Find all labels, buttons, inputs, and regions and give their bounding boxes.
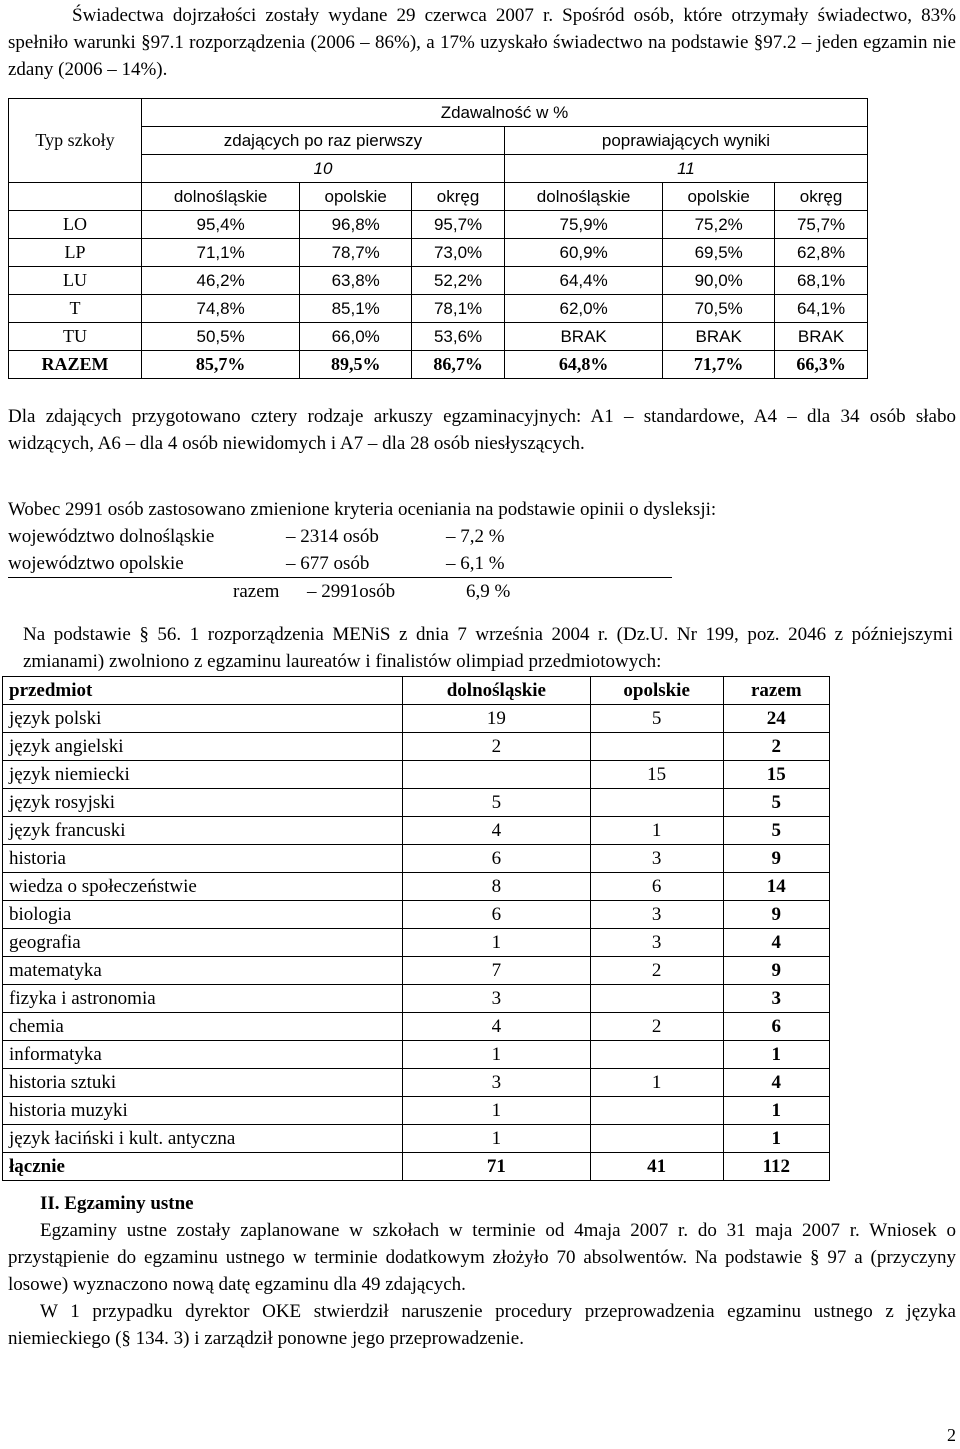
row-label: TU (9, 323, 142, 351)
olympiad-table (2, 676, 830, 1181)
pass-rate-table (8, 98, 868, 379)
dyslexia-percent: – 7,2 % (446, 526, 505, 547)
subject-name: geografia (3, 929, 403, 957)
table-row (3, 705, 830, 733)
table-cell: 1 (590, 817, 723, 845)
table-cell: 66,3% (775, 351, 868, 379)
table-row (9, 295, 868, 323)
table-cell: 2 (590, 1013, 723, 1041)
sheets-paragraph: Dla zdających przygotowano cztery rodzaje arkuszy egzaminacyjnych: A1 – standardowe, A4 – dla 34 osób słabo widzących, A6 – dla 4 osób niewidomych i A7 – dla 28 osób niesłyszących. (8, 406, 956, 454)
table-cell: 78,1% (412, 295, 505, 323)
dyslexia-intro: Wobec 2991 osób zastosowano zmienione kryteria oceniania na podstawie opinii o dysleksji: (8, 499, 717, 520)
subject-name: historia sztuki (3, 1069, 403, 1097)
table-cell: BRAK (663, 323, 775, 351)
dyslexia-count: – 2314 osób (286, 526, 379, 547)
table-row (3, 1125, 830, 1153)
table-row (3, 873, 830, 901)
table-cell: 5 (403, 789, 591, 817)
table-cell: 75,9% (504, 211, 662, 239)
table-row (3, 1153, 830, 1181)
subject-name: historia muzyki (3, 1097, 403, 1125)
table-cell: 64,4% (504, 267, 662, 295)
table-row (3, 1013, 830, 1041)
table-cell: 75,2% (663, 211, 775, 239)
retake-count: 11 (504, 155, 867, 183)
table-row (3, 733, 830, 761)
first-time-count: 10 (142, 155, 505, 183)
section-heading: II. Egzaminy ustne (40, 1193, 194, 1214)
table-cell: 8 (403, 873, 591, 901)
table-cell: 2 (723, 733, 829, 761)
subject-name: informatyka (3, 1041, 403, 1069)
row-label: T (9, 295, 142, 323)
table-cell: 85,7% (142, 351, 300, 379)
row-label: LP (9, 239, 142, 267)
table-cell: 86,7% (412, 351, 505, 379)
column-header: dolnośląskie (142, 183, 300, 211)
table-cell (403, 761, 591, 789)
table-cell (590, 985, 723, 1013)
table-cell: 90,0% (663, 267, 775, 295)
table-cell: 2 (403, 733, 591, 761)
table-cell: 9 (723, 901, 829, 929)
table-cell: 3 (723, 985, 829, 1013)
subject-name: wiedza o społeczeństwie (3, 873, 403, 901)
subject-name: język angielski (3, 733, 403, 761)
table-cell: 6 (403, 845, 591, 873)
table-cell: 96,8% (300, 211, 412, 239)
table-cell: 5 (723, 817, 829, 845)
dyslexia-section (8, 496, 956, 605)
table-cell: 4 (723, 929, 829, 957)
school-type-header: Typ szkoły (9, 99, 142, 183)
oral-paragraph: W 1 przypadku dyrektor OKE stwierdził naruszenie procedury przeprowadzenia egzaminu ustnego z języka niemieckiego (§ 134. 3) i zarządził ponowne jego przeprowadzenie. (8, 1301, 956, 1349)
table-row (3, 1041, 830, 1069)
table-cell (590, 1097, 723, 1125)
subject-name: historia (3, 845, 403, 873)
dyslexia-label: razem (233, 581, 280, 602)
subject-name: język polski (3, 705, 403, 733)
dyslexia-count: – 2991osób (307, 581, 396, 602)
table-row (3, 1097, 830, 1125)
sheets-section (8, 403, 956, 457)
subject-name: język francuski (3, 817, 403, 845)
table-cell: 1 (723, 1097, 829, 1125)
first-time-header: zdających po raz pierwszy (142, 127, 505, 155)
table-row (3, 985, 830, 1013)
table-row (9, 267, 868, 295)
dyslexia-row (8, 550, 672, 578)
subject-name: język łaciński i kult. antyczna (3, 1125, 403, 1153)
table-cell: 3 (590, 845, 723, 873)
table-cell: 1 (723, 1041, 829, 1069)
table-cell: 78,7% (300, 239, 412, 267)
law-section (23, 621, 953, 675)
table-row (9, 323, 868, 351)
table-cell: 5 (723, 789, 829, 817)
table-row (9, 211, 868, 239)
table-cell: 71,7% (663, 351, 775, 379)
table-cell: 9 (723, 845, 829, 873)
table-cell: BRAK (775, 323, 868, 351)
column-header: okręg (775, 183, 868, 211)
table-cell: 66,0% (300, 323, 412, 351)
dyslexia-total-row (8, 578, 956, 605)
table-cell: 1 (590, 1069, 723, 1097)
table-cell: 74,8% (142, 295, 300, 323)
table-cell: 50,5% (142, 323, 300, 351)
table-cell: 4 (403, 1013, 591, 1041)
row-label: LU (9, 267, 142, 295)
table-cell: 73,0% (412, 239, 505, 267)
table-cell: 1 (403, 1125, 591, 1153)
column-header: opolskie (590, 677, 723, 705)
table-cell: 2 (590, 957, 723, 985)
table-cell: 68,1% (775, 267, 868, 295)
table-cell: 63,8% (300, 267, 412, 295)
table-cell: 71,1% (142, 239, 300, 267)
table-cell: 3 (590, 929, 723, 957)
dyslexia-percent: 6,9 % (466, 581, 511, 602)
table-cell: 69,5% (663, 239, 775, 267)
column-header: przedmiot (3, 677, 403, 705)
table-cell (590, 1041, 723, 1069)
table-cell (590, 733, 723, 761)
table-cell: 112 (723, 1153, 829, 1181)
table-cell (590, 789, 723, 817)
table-cell: 95,7% (412, 211, 505, 239)
dyslexia-count: – 677 osób (286, 553, 370, 574)
spacer-cell (9, 183, 142, 211)
table-cell: 6 (590, 873, 723, 901)
subject-name: matematyka (3, 957, 403, 985)
table-cell: 70,5% (663, 295, 775, 323)
table-cell: 60,9% (504, 239, 662, 267)
table-cell: 6 (723, 1013, 829, 1041)
table-row (3, 1069, 830, 1097)
table-cell: 9 (723, 957, 829, 985)
table-cell: 14 (723, 873, 829, 901)
subject-name: fizyka i astronomia (3, 985, 403, 1013)
law-paragraph: Na podstawie § 56. 1 rozporządzenia MENiS z dnia 7 września 2004 r. (Dz.U. Nr 199, poz. 2046 z późniejszymi zmianami) zwolniono z egzaminu laureatów i finalistów olimpiad przedmiotowych: (23, 624, 953, 672)
table-cell: 4 (403, 817, 591, 845)
table-cell: 19 (403, 705, 591, 733)
dyslexia-label: województwo opolskie (8, 553, 184, 574)
table-cell: 71 (403, 1153, 591, 1181)
table-cell: 64,1% (775, 295, 868, 323)
table-cell: 1 (723, 1125, 829, 1153)
dyslexia-row (8, 523, 956, 550)
table-cell: 62,0% (504, 295, 662, 323)
dyslexia-label: województwo dolnośląskie (8, 526, 215, 547)
table-cell (590, 1125, 723, 1153)
table-cell: 53,6% (412, 323, 505, 351)
dyslexia-percent: – 6,1 % (446, 553, 505, 574)
table-row (3, 929, 830, 957)
table-cell: 3 (403, 985, 591, 1013)
table-row (3, 845, 830, 873)
subject-name: biologia (3, 901, 403, 929)
subject-name: chemia (3, 1013, 403, 1041)
oral-exams-section (8, 1190, 956, 1352)
subject-name: łącznie (3, 1153, 403, 1181)
table-cell: 41 (590, 1153, 723, 1181)
table-row (9, 351, 868, 379)
column-header: okręg (412, 183, 505, 211)
table-cell: 89,5% (300, 351, 412, 379)
table-cell: 5 (590, 705, 723, 733)
table-cell: 95,4% (142, 211, 300, 239)
table-cell: 6 (403, 901, 591, 929)
table-cell: 15 (723, 761, 829, 789)
table-row (9, 239, 868, 267)
row-label: LO (9, 211, 142, 239)
column-header: dolnośląskie (403, 677, 591, 705)
table-cell: 1 (403, 929, 591, 957)
retake-header: poprawiających wyniki (504, 127, 867, 155)
row-label: RAZEM (9, 351, 142, 379)
oral-paragraph: Egzaminy ustne zostały zaplanowane w szkołach w terminie od 4maja 2007 r. do 31 maja 2007 r. Wniosek o przystąpienie do egzaminu ustnego w terminie dodatkowym złożyło 70 absolwentów. Na podstawie § 97 a (przyczyny losowe) wyznaczono nową datę egzaminu dla 49 zdających. (8, 1220, 956, 1295)
column-header: razem (723, 677, 829, 705)
table-cell: BRAK (504, 323, 662, 351)
table-cell: 3 (403, 1069, 591, 1097)
table-cell: 7 (403, 957, 591, 985)
table-row (3, 901, 830, 929)
table-cell: 85,1% (300, 295, 412, 323)
pass-rate-header: Zdawalność w % (142, 99, 868, 127)
table-row (3, 817, 830, 845)
subject-name: język niemiecki (3, 761, 403, 789)
table-cell: 52,2% (412, 267, 505, 295)
page-number: 2 (947, 1425, 956, 1445)
table-cell: 15 (590, 761, 723, 789)
table-cell: 46,2% (142, 267, 300, 295)
table-cell: 4 (723, 1069, 829, 1097)
table-cell: 1 (403, 1097, 591, 1125)
table-row (3, 761, 830, 789)
column-header: opolskie (300, 183, 412, 211)
subject-name: język rosyjski (3, 789, 403, 817)
table-cell: 75,7% (775, 211, 868, 239)
table-cell: 62,8% (775, 239, 868, 267)
table-cell: 24 (723, 705, 829, 733)
table-row (3, 957, 830, 985)
column-header: opolskie (663, 183, 775, 211)
table-cell: 3 (590, 901, 723, 929)
intro-paragraph: Świadectwa dojrzałości zostały wydane 29 czerwca 2007 r. Spośród osób, które otrzymały świadectwo, 83% spełniło warunki §97.1 rozporządzenia (2006 – 86%), a 17% uzyskało świadectwo na podstawie §97.2 – jeden egzamin nie zdany (2006 – 14%). (8, 5, 956, 80)
column-header: dolnośląskie (504, 183, 662, 211)
table-cell: 64,8% (504, 351, 662, 379)
table-cell: 1 (403, 1041, 591, 1069)
table-row (3, 789, 830, 817)
